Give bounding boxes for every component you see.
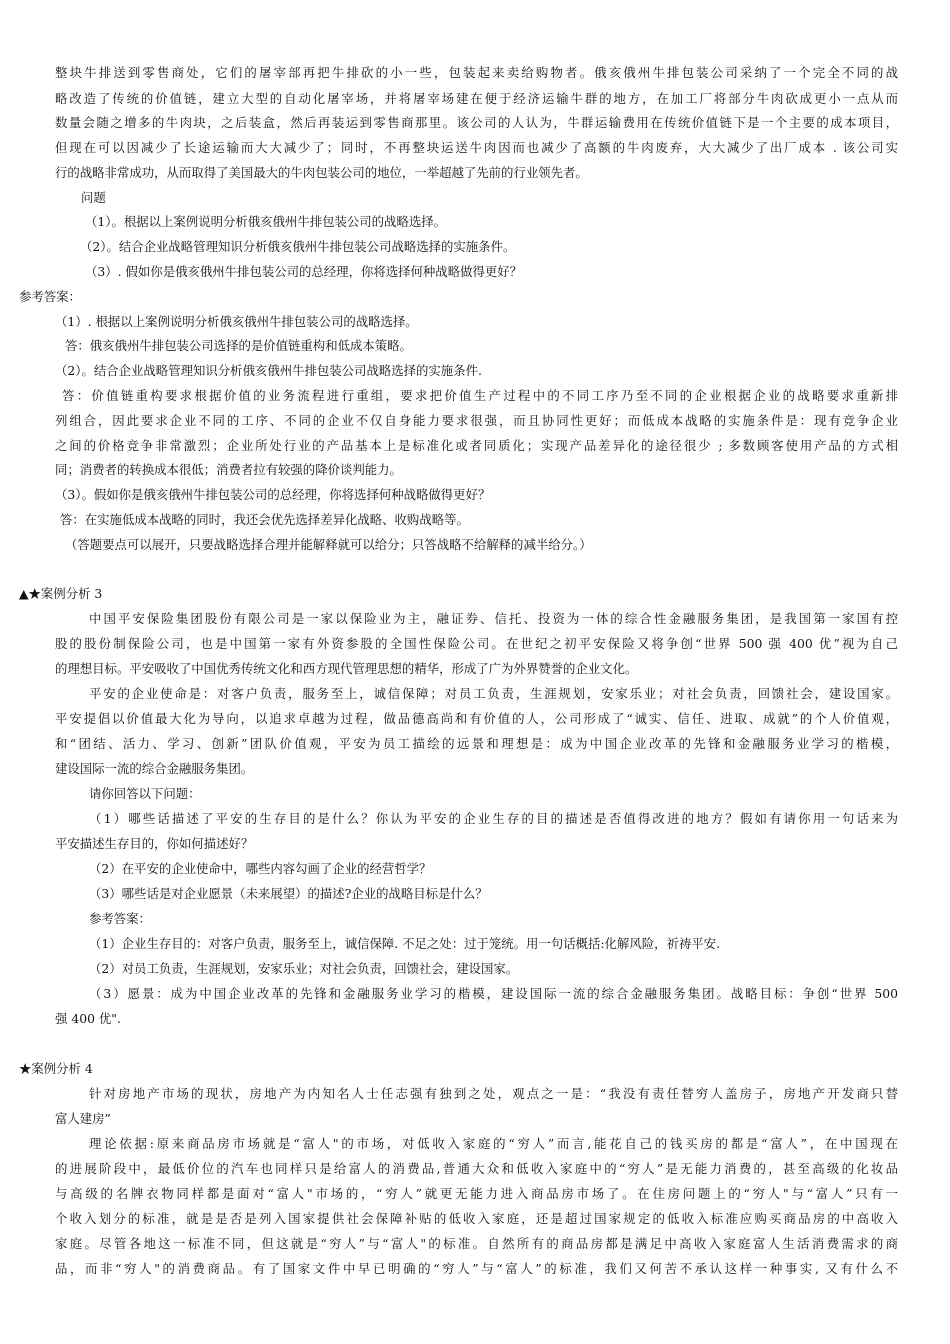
- case3-paragraph-line: 的理想目标。平安吸收了中国优秀传统文化和西方现代管理思想的精华，形成了广为外界赞誉的企业文化。: [55, 661, 638, 676]
- case2-paragraph-line: 但现在可以因减少了长途运输而大大减少了；同时，不再整块运送牛肉因而也减少了高额的牛肉废弃，大大减少了出厂成本 . 该公司实: [55, 140, 898, 155]
- question-item: （2）。结合企业战略管理知识分析俄亥俄州牛排包装公司战略选择的实施条件。: [80, 239, 516, 254]
- case3-answer: （3）愿景：成为中国企业改革的先锋和金融服务业学习的楷模，建设国际一流的综合金融服务集团。战略目标：争创“世界 500: [89, 986, 898, 1001]
- case3-answer: （2）对员工负责，生涯规划，安家乐业；对社会负责，回馈社会，建设国家。: [89, 961, 519, 976]
- case3-paragraph-line: 平安提倡以价值最大化为导向，以追求卓越为过程，做品德高尚和有价值的人，公司形成了“诚实、信任、进取、成就”的个人价值观，: [55, 711, 898, 726]
- answer-item: 列组合，因此要求企业不同的工序、不同的企业不仅自身能力要求很强，而且协同性更好；而低成本战略的实施条件是：现有竞争企业: [55, 413, 898, 428]
- case3-heading: ▲★案例分析 3: [19, 586, 103, 601]
- answer-item: 答：俄亥俄州牛排包装公司选择的是价值链重构和低成本策略。: [65, 338, 412, 353]
- question-item: （1）。根据以上案例说明分析俄亥俄州牛排包装公司的战略选择。: [85, 214, 447, 229]
- case3-paragraph-line: 中国平安保险集团股份有限公司是一家以保险业为主，融证券、信托、投资为一体的综合性金融服务集团，是我国第一家国有控: [89, 611, 898, 626]
- case3-prompt: 请你回答以下问题：: [89, 786, 201, 801]
- case3-paragraph-line: 和“团结、活力、学习、创新”团队价值观，平安为员工描绘的远景和理想是：成为中国企业改革的先锋和金融服务业学习的楷模，: [55, 736, 898, 751]
- answer-item: 同；消费者的转换成本很低；消费者拉有较强的降价谈判能力。: [55, 462, 402, 477]
- case3-paragraph-line: 建设国际一流的综合金融服务集团。: [55, 761, 254, 776]
- case3-answer: （1）企业生存目的：对客户负责，服务至上，诚信保障. 不足之处：过于笼统。用一句话概括:化解风险，祈祷平安.: [89, 936, 721, 951]
- grading-note: （答题要点可以展开，只要战略选择合理并能解释就可以给分；只答战略不给解释的减半给分。）: [65, 537, 592, 552]
- case3-answer: 强 400 优".: [55, 1011, 121, 1026]
- case3-answer-title: 参考答案：: [89, 911, 151, 926]
- case2-paragraph-line: 整块牛排送到零售商处，它们的屠宰部再把牛排砍的小一些，包装起来卖给购物者。俄亥俄州牛排包装公司采纳了一个完全不同的战: [55, 65, 898, 80]
- case3-question: 平安描述生存目的，你如何描述好？: [55, 836, 254, 851]
- case4-theory-line: 与高级的名牌衣物同样都是面对“富人"市场的，“穷人”就更无能力进入商品房市场了。在住房问题上的“穷人"与“富人”只有一: [55, 1186, 898, 1201]
- case2-paragraph-line: 数量会随之增多的牛肉块，之后装盒，然后再装运到零售商那里。该公司的人认为，牛群运输费用在传统价值链下是一个主要的成本项目，: [55, 115, 898, 130]
- case3-paragraph-line: 股的股份制保险公司，也是中国第一家有外资参股的全国性保险公司。在世纪之初平安保险又将争创“世界 500 强 400 优”视为自己: [55, 636, 898, 651]
- answer-item: 答：价值链重构要求根据价值的业务流程进行重组，要求把价值生产过程中的不同工序乃至不同的企业根据企业的战略要求重新排: [62, 388, 898, 403]
- answer-title: 参考答案：: [19, 289, 81, 304]
- case4-theory-line: 家庭。尽管各地这一标准不同，但这就是“穷人”与“富人"的标准。自然所有的商品房都是满足中高收入家庭富人生活消费需求的商: [55, 1236, 898, 1251]
- case4-heading: ★案例分析 4: [19, 1061, 93, 1076]
- case4-intro-line: 富人建房”: [55, 1111, 111, 1126]
- case3-question: （2）在平安的企业使命中，哪些内容勾画了企业的经营哲学？: [89, 861, 432, 876]
- case3-paragraph-line: 平安的企业使命是：对客户负责，服务至上，诚信保障；对员工负责，生涯规划，安家乐业；对社会负责，回馈社会，建设国家。: [89, 686, 898, 701]
- question-item: （3）. 假如你是俄亥俄州牛排包装公司的总经理，你将选择何种战略做得更好？: [85, 264, 523, 279]
- case4-intro-line: 针对房地产市场的现状，房地产为内知名人士任志强有独到之处，观点之一是：“我没有责任替穷人盖房子，房地产开发商只替: [89, 1086, 898, 1101]
- questions-title: 问题: [81, 190, 106, 205]
- case3-question: （3）哪些话是对企业愿景（未来展望）的描述?企业的战略目标是什么？: [89, 886, 488, 901]
- answer-item: （2）。结合企业战略管理知识分析俄亥俄州牛排包装公司战略选择的实施条件.: [55, 363, 482, 378]
- answer-item: 答：在实施低成本战略的同时，我还会优先选择差异化战略、收购战略等。: [60, 512, 469, 527]
- case4-theory-line: 个收入划分的标准，就是是否是列入国家提供社会保障补贴的低收入家庭，还是超过国家规定的低收入标准应购买商品房的中高收入: [55, 1211, 898, 1226]
- case2-paragraph-line: 略改造了传统的价值链，建立大型的自动化屠宰场，并将屠宰场建在便于经济运输牛群的地方，在加工厂将部分牛肉砍成更小一点从而: [55, 91, 898, 106]
- case4-theory-line: 品，而非“穷人"的消费商品。有了国家文件中早已明确的“穷人”与“富人”的标准，我们又何苦不承认这样一种事实, 又有什么不: [55, 1261, 898, 1276]
- answer-item: 之间的价格竞争非常激烈；企业所处行业的产品基本上是标准化或者同质化；实现产品差异化的途径很少 ; 多数顾客使用产品的方式相: [55, 438, 898, 453]
- answer-item: （1）. 根据以上案例说明分析俄亥俄州牛排包装公司的战略选择。: [55, 314, 418, 329]
- case2-paragraph-line: 行的战略非常成功，从而取得了美国最大的牛肉包装公司的地位，一举超越了先前的行业领先者。: [55, 165, 588, 180]
- case4-theory-line: 的进展阶段中，最低价位的汽车也同样只是给富人的消费品,普通大众和低收入家庭中的“穷人”是无能力消费的，甚至高级的化妆品: [55, 1161, 898, 1176]
- case3-question: （1）哪些话描述了平安的生存目的是什么？你认为平安的企业生存的目的描述是否值得改进的地方？假如有请你用一句话来为: [89, 811, 898, 826]
- case4-theory-line: 理论依据:原来商品房市场就是“富人"的市场，对低收入家庭的“穷人”而言,能花自己的钱买房的都是“富人”，在中国现在: [89, 1136, 898, 1151]
- answer-item: （3）。假如你是俄亥俄州牛排包装公司的总经理，你将选择何种战略做得更好？: [55, 487, 491, 502]
